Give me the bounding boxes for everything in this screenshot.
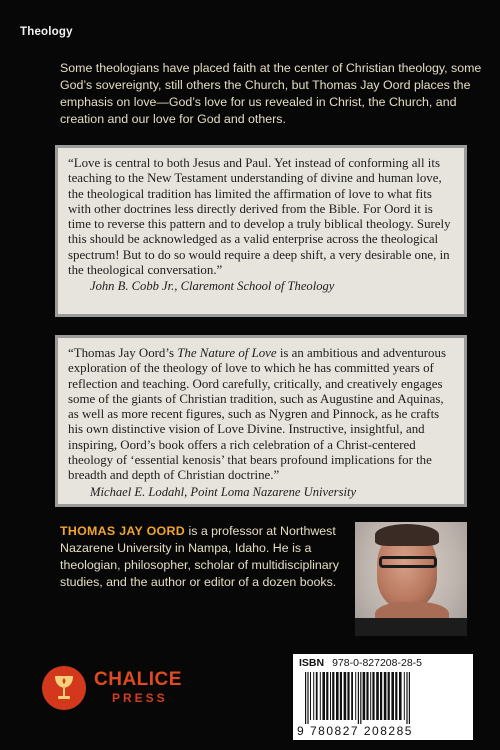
- barcode-digits: 9 780827 208285: [297, 724, 413, 738]
- barcode-bars: [305, 672, 461, 724]
- isbn-label: ISBN: [299, 657, 325, 669]
- author-photo-glasses: [379, 556, 437, 568]
- barcode-bar: [404, 672, 405, 720]
- barcode-bar: [336, 672, 339, 720]
- barcode-bar: [310, 672, 311, 720]
- barcode-bar: [351, 672, 353, 720]
- barcode-bar: [388, 672, 390, 720]
- barcode-bar: [305, 672, 306, 724]
- publisher-subname: PRESS: [112, 691, 168, 705]
- quote-attribution: John B. Cobb Jr., Claremont School of Theology: [90, 279, 335, 294]
- barcode-bar: [372, 672, 374, 720]
- barcode-bar: [406, 672, 407, 724]
- barcode-bar: [307, 672, 308, 724]
- quote-text: “Love is central to both Jesus and Paul. Yet instead of conforming all its teaching to the New Testament understanding of divine and human love, the theological tradition has limited the affirmation of love to what fits with other doctrines less directly derived from the Bible. For Oord it is time to reverse this pattern and to develop a truly biblical theology. Surely this should be acknowledged as a valid enterprise across the theological spectrum! But to do so would require a deep shift, a very desirable one, in the theological conversation.”: [68, 156, 451, 278]
- barcode-bar: [380, 672, 382, 720]
- intro-paragraph: Some theologians have placed faith at the center of Christian theology, some God’s sovereignty, still others the Church, but Thomas Jay Oord places the emphasis on love—God’s love for us revealed in Christ, the Church, and creation and our love for God and others.: [60, 61, 482, 126]
- barcode-bar: [358, 672, 359, 724]
- endorsement-quote-1: [55, 145, 467, 317]
- barcode-bar: [330, 672, 331, 720]
- barcode-bar: [370, 672, 371, 720]
- barcode-bar: [316, 672, 318, 720]
- endorsement-quote-2: [55, 335, 467, 507]
- publisher-logo: [42, 664, 192, 714]
- barcode-box: [293, 654, 473, 740]
- barcode-bar: [363, 672, 366, 720]
- barcode-bar: [326, 672, 328, 720]
- barcode-bar: [409, 672, 410, 724]
- chalice-icon: [52, 674, 76, 702]
- category-label: Theology: [20, 26, 73, 38]
- barcode-bar: [313, 672, 314, 720]
- barcode-bar: [322, 672, 325, 720]
- quote-text-after: is an ambitious and adventurous exploration of the theology of love to which he has committed years of reflection and teaching. Oord carefully, critically, and creatively engages some of the giants of Christian tradition, such as Augustine and Aquinas, as well as more recent figures, such as Nygren and Pinnock, as he crafts his own distinctive vision of Love Divine. Instructive, insightful, and inspiring, Oord’s book offers a rich celebration of a Christ-centered theology of ‘essential kenosis’ that bears profound implications for the breadth and depth of Christian doctrine.”: [68, 346, 446, 483]
- barcode-bar: [340, 672, 342, 720]
- barcode-bar: [320, 672, 321, 720]
- barcode-bar: [355, 672, 356, 720]
- author-photo: [355, 522, 467, 636]
- barcode-bar: [360, 672, 361, 724]
- barcode-bar: [344, 672, 347, 720]
- author-name: THOMAS JAY OORD: [60, 524, 185, 538]
- quote-text: [68, 346, 454, 484]
- author-photo-hair: [375, 524, 439, 546]
- barcode-bar: [399, 672, 402, 720]
- barcode-bar: [376, 672, 379, 720]
- isbn-number: 978-0-827208-28-5: [332, 657, 422, 669]
- barcode-bar: [347, 672, 349, 720]
- quote-text-before: “Thomas Jay Oord’s: [68, 346, 178, 360]
- barcode-bar: [332, 672, 334, 720]
- barcode-bar: [391, 672, 394, 720]
- barcode-bar: [384, 672, 387, 720]
- barcode-bar: [395, 672, 397, 720]
- isbn-line: [299, 657, 422, 669]
- publisher-name: CHALICE: [94, 669, 182, 690]
- barcode-bar: [366, 672, 368, 720]
- quote-attribution: Michael E. Lodahl, Point Loma Nazarene University: [90, 484, 357, 499]
- author-photo-shirt: [355, 618, 467, 636]
- book-title: The Nature of Love: [177, 346, 277, 360]
- author-bio-text: is a professor at Northwest Nazarene University in Nampa, Idaho. He is a theologian, philosopher, scholar of multidisciplinary studies, and the author or editor of a dozen books.: [60, 524, 339, 589]
- author-bio: [60, 523, 348, 591]
